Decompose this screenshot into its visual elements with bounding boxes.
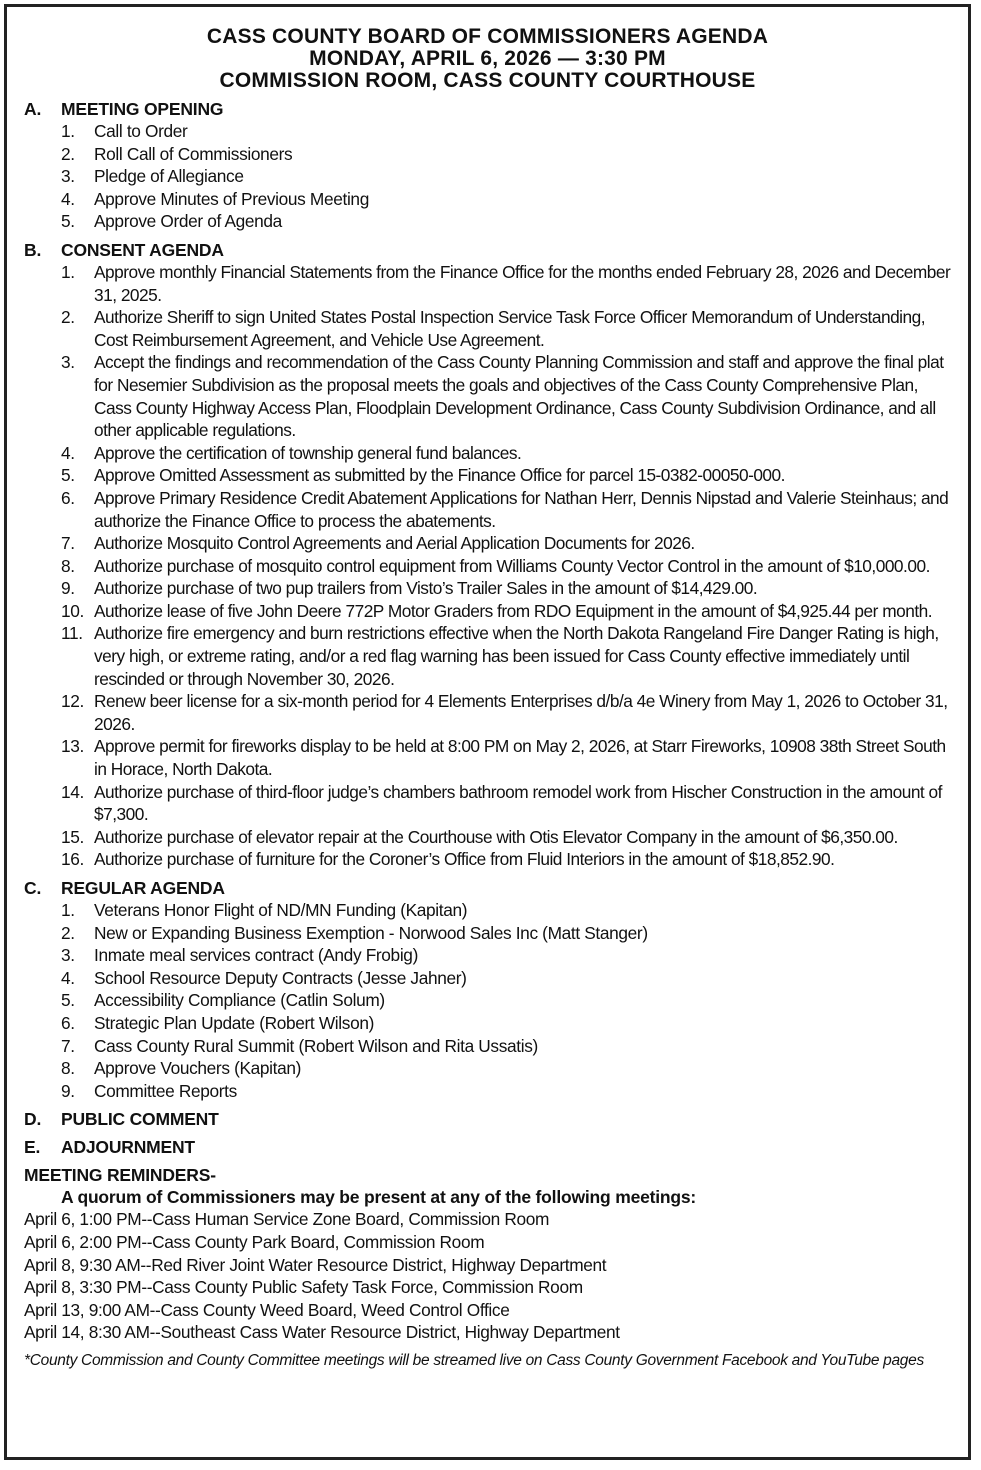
item-number: 9. bbox=[61, 578, 75, 599]
item-text: Strategic Plan Update (Robert Wilson) bbox=[94, 1012, 374, 1033]
item-text: Authorize purchase of mosquito control equipment from Williams County Vector Control in the amount of $10,000.00. bbox=[94, 555, 930, 576]
item-text: Accept the findings and recommendation of the Cass County Planning Commission and staff and approve the final plat for Nesemier Subdivision as the proposal meets the goals and objectives of the Cass County Comprehensive Plan, Cass County Highway Access Plan, Floodplain Development Ordinance, Cass County Subdivision Ordinance, and all other applicable regulations. bbox=[94, 352, 944, 441]
item-text: Approve Omitted Assessment as submitted by the Finance Office for parcel 15-0382-00050-000. bbox=[94, 465, 785, 486]
item-text: Cass County Rural Summit (Robert Wilson and Rita Ussatis) bbox=[94, 1035, 538, 1056]
section-regular-agenda bbox=[24, 877, 952, 1102]
section-letter: D. bbox=[24, 1109, 42, 1130]
reminders-quorum-note: A quorum of Commissioners may be present at any of the following meetings: bbox=[61, 1187, 697, 1208]
item-text: Pledge of Allegiance bbox=[94, 166, 244, 187]
list-item bbox=[24, 210, 952, 233]
list-item bbox=[24, 781, 952, 826]
list-item bbox=[24, 1080, 952, 1103]
meeting-reminders bbox=[24, 1164, 952, 1344]
item-number: 5. bbox=[61, 990, 75, 1011]
list-item bbox=[24, 690, 952, 735]
item-text: Approve Minutes of Previous Meeting bbox=[94, 188, 369, 209]
agenda-page bbox=[4, 4, 971, 1460]
item-number: 5. bbox=[61, 211, 75, 232]
list-item bbox=[24, 989, 952, 1012]
section-letter: C. bbox=[24, 878, 42, 898]
section-title: ADJOURNMENT bbox=[61, 1137, 195, 1158]
section-letter: E. bbox=[24, 1137, 41, 1158]
item-text: Authorize Mosquito Control Agreements and Aerial Application Documents for 2026. bbox=[94, 533, 695, 554]
header-date: MONDAY, APRIL 6, 2026 — 3:30 PM bbox=[309, 47, 666, 70]
section-title: PUBLIC COMMENT bbox=[61, 1109, 219, 1130]
item-number: 2. bbox=[61, 143, 75, 164]
list-item bbox=[24, 306, 952, 351]
reminder-item: April 8, 9:30 AM--Red River Joint Water Resource District, Highway Department bbox=[24, 1254, 607, 1275]
list-item bbox=[24, 442, 952, 465]
reminder-item: April 14, 8:30 AM--Southeast Cass Water Resource District, Highway Department bbox=[24, 1322, 620, 1343]
item-number: 13. bbox=[61, 736, 84, 757]
list-item bbox=[24, 1035, 952, 1058]
reminder-item: April 6, 1:00 PM--Cass Human Service Zone Board, Commission Room bbox=[24, 1209, 550, 1230]
list-item bbox=[24, 487, 952, 532]
item-number: 6. bbox=[61, 487, 75, 508]
header-location: COMMISSION ROOM, CASS COUNTY COURTHOUSE bbox=[219, 69, 756, 92]
list-item bbox=[24, 165, 952, 188]
streaming-footnote: *County Commission and County Committee meetings will be streamed live on Cass County Government Facebook and YouTube pages bbox=[24, 1351, 924, 1369]
item-number: 8. bbox=[61, 1058, 75, 1079]
item-number: 14. bbox=[61, 781, 84, 802]
list-item bbox=[24, 1012, 952, 1035]
item-text: Approve Primary Residence Credit Abatement Applications for Nathan Herr, Dennis Nipstad and Valerie Steinhaus; and authorize the Finance Office to process the abatements. bbox=[94, 487, 949, 531]
section-meeting-opening bbox=[24, 98, 952, 233]
item-number: 10. bbox=[61, 600, 84, 621]
item-number: 9. bbox=[61, 1080, 75, 1101]
item-number: 1. bbox=[61, 900, 75, 920]
item-text: Approve Order of Agenda bbox=[94, 211, 282, 232]
item-text: Committee Reports bbox=[94, 1080, 237, 1101]
list-item bbox=[24, 735, 952, 780]
list-item bbox=[24, 261, 952, 306]
section-consent-agenda bbox=[24, 239, 952, 871]
item-number: 4. bbox=[61, 442, 75, 463]
list-item bbox=[24, 622, 952, 690]
item-number: 1. bbox=[61, 121, 75, 141]
item-text: Authorize purchase of elevator repair at the Courthouse with Otis Elevator Company in the amount of $6,350.00. bbox=[94, 826, 898, 847]
list-item bbox=[24, 532, 952, 555]
item-text: Authorize Sheriff to sign United States Postal Inspection Service Task Force Officer Memorandum of Understanding, Cost Reimbursement Agreement, and Vehicle Use Agreement. bbox=[94, 307, 926, 350]
item-number: 4. bbox=[61, 188, 75, 209]
item-text: Accessibility Compliance (Catlin Solum) bbox=[94, 990, 385, 1011]
agenda-header bbox=[7, 26, 968, 92]
item-text: Veterans Honor Flight of ND/MN Funding (Kapitan) bbox=[94, 900, 468, 920]
item-text: Approve Vouchers (Kapitan) bbox=[94, 1058, 302, 1079]
section-letter: B. bbox=[24, 239, 42, 260]
agenda-content bbox=[7, 98, 968, 1371]
item-number: 8. bbox=[61, 555, 75, 576]
list-item bbox=[24, 848, 952, 871]
list-item bbox=[24, 143, 952, 166]
item-number: 2. bbox=[61, 307, 75, 328]
list-item bbox=[24, 826, 952, 849]
item-text: Authorize fire emergency and burn restrictions effective when the North Dakota Rangeland Fire Danger Rating is high, very high, or extreme rating, and/or a red flag warning has been issued for Cass County effective immediately until rescinded or through November 30, 2026. bbox=[94, 623, 939, 689]
reminders-title: MEETING REMINDERS- bbox=[24, 1165, 216, 1186]
section-title: MEETING OPENING bbox=[61, 99, 224, 119]
item-number: 3. bbox=[61, 352, 75, 373]
item-text: School Resource Deputy Contracts (Jesse Jahner) bbox=[94, 967, 467, 988]
reminder-item: April 8, 3:30 PM--Cass County Public Safety Task Force, Commission Room bbox=[24, 1277, 583, 1298]
item-number: 3. bbox=[61, 945, 75, 966]
item-text: Authorize purchase of two pup trailers from Visto’s Trailer Sales in the amount of $14,429.00. bbox=[94, 578, 758, 599]
item-number: 7. bbox=[61, 533, 75, 554]
item-text: Authorize purchase of furniture for the Coroner’s Office from Fluid Interiors in the amount of $18,852.90. bbox=[94, 849, 835, 870]
section-adjournment bbox=[24, 1136, 952, 1158]
item-text: Approve the certification of township general fund balances. bbox=[94, 442, 522, 463]
item-number: 7. bbox=[61, 1035, 75, 1056]
item-number: 3. bbox=[61, 166, 75, 187]
item-number: 12. bbox=[61, 691, 84, 712]
section-letter: A. bbox=[24, 99, 42, 119]
item-number: 16. bbox=[61, 849, 84, 870]
item-text: Inmate meal services contract (Andy Frobig) bbox=[94, 945, 418, 966]
list-item bbox=[24, 967, 952, 990]
item-number: 11. bbox=[61, 623, 83, 644]
item-number: 1. bbox=[61, 261, 75, 282]
reminder-item: April 13, 9:00 AM--Cass County Weed Board, Weed Control Office bbox=[24, 1299, 510, 1320]
list-item bbox=[24, 899, 952, 922]
list-item bbox=[24, 1057, 952, 1080]
section-title: CONSENT AGENDA bbox=[61, 239, 224, 260]
list-item bbox=[24, 351, 952, 441]
item-number: 5. bbox=[61, 465, 75, 486]
section-public-comment bbox=[24, 1108, 952, 1130]
item-text: Call to Order bbox=[94, 121, 188, 141]
list-item bbox=[24, 555, 952, 578]
item-text: New or Expanding Business Exemption - Norwood Sales Inc (Matt Stanger) bbox=[94, 922, 648, 943]
item-text: Approve permit for fireworks display to be held at 8:00 PM on May 2, 2026, at Starr Fireworks, 10908 38th Street South in Horace, North Dakota. bbox=[94, 736, 946, 780]
item-number: 2. bbox=[61, 922, 75, 943]
section-title: REGULAR AGENDA bbox=[61, 878, 225, 898]
item-text: Roll Call of Commissioners bbox=[94, 143, 293, 164]
item-number: 6. bbox=[61, 1012, 75, 1033]
item-text: Approve monthly Financial Statements from the Finance Office for the months ended February 28, 2026 and December 31, 2025. bbox=[94, 261, 951, 305]
list-item bbox=[24, 188, 952, 211]
list-item bbox=[24, 944, 952, 967]
item-text: Renew beer license for a six-month period for 4 Elements Enterprises d/b/a 4e Winery from May 1, 2026 to October 31, 2026. bbox=[94, 691, 948, 734]
header-title: CASS COUNTY BOARD OF COMMISSIONERS AGENDA bbox=[206, 25, 769, 48]
list-item bbox=[24, 577, 952, 600]
reminder-item: April 6, 2:00 PM--Cass County Park Board, Commission Room bbox=[24, 1231, 485, 1252]
list-item bbox=[24, 120, 952, 143]
list-item bbox=[24, 922, 952, 945]
list-item bbox=[24, 600, 952, 623]
item-number: 15. bbox=[61, 826, 84, 847]
item-text: Authorize purchase of third-floor judge’s chambers bathroom remodel work from Hischer Construction in the amount of $7,300. bbox=[94, 781, 942, 825]
item-text: Authorize lease of five John Deere 772P Motor Graders from RDO Equipment in the amount of $4,925.44 per month. bbox=[94, 600, 933, 621]
list-item bbox=[24, 464, 952, 487]
item-number: 4. bbox=[61, 967, 75, 988]
